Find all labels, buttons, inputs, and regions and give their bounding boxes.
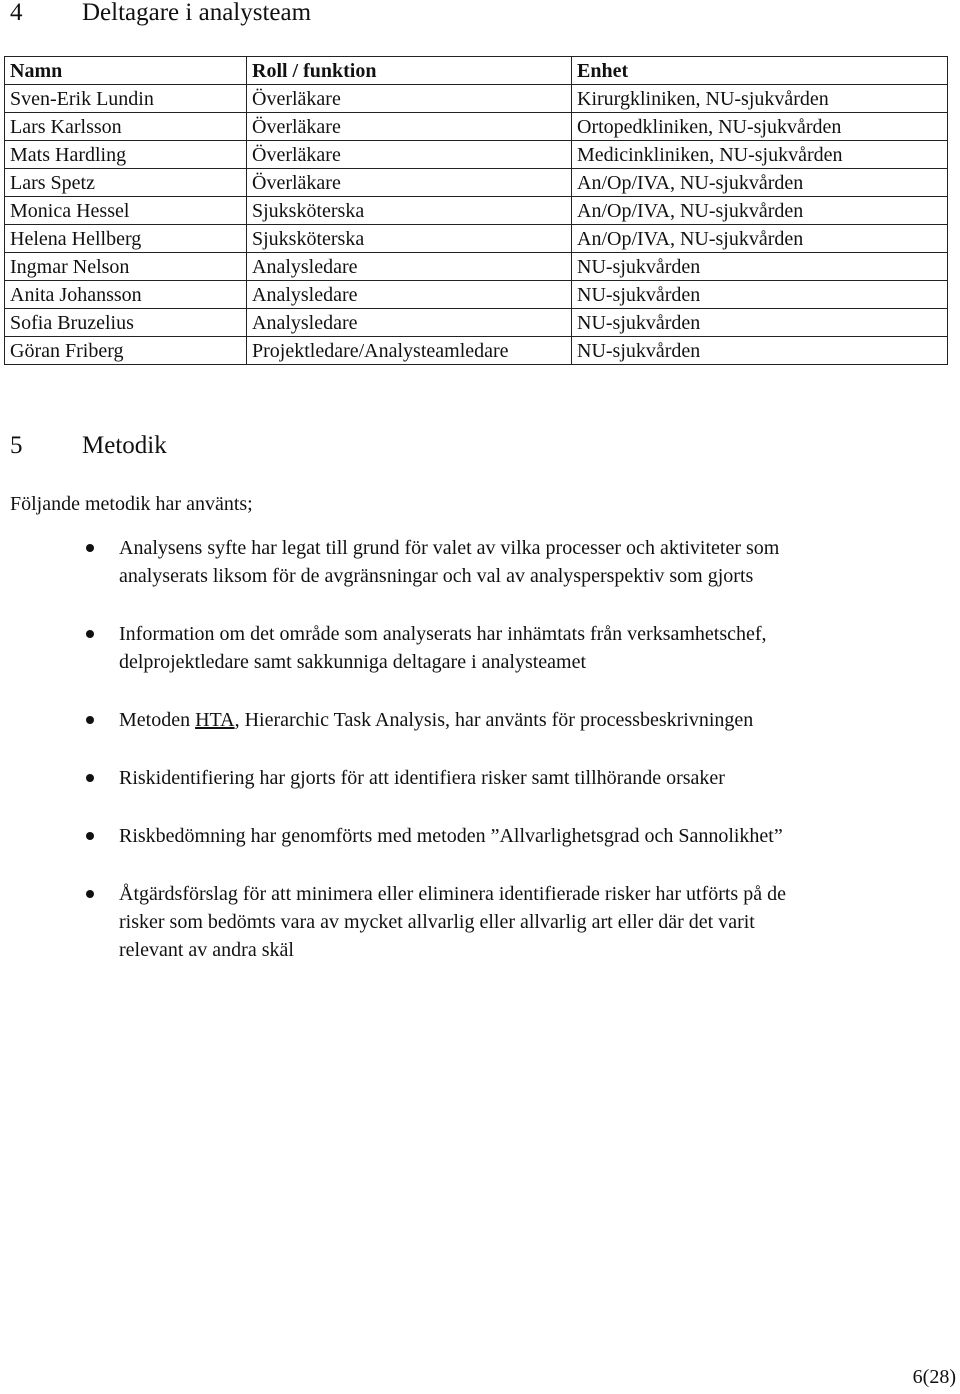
list-item-line [119, 706, 940, 734]
list-item-suffix: , Hierarchic Task Analysis, har använts för processbeskrivningen [234, 709, 754, 731]
cell-name: Helena Hellberg [5, 225, 247, 253]
cell-unit: NU-sjukvården [572, 253, 948, 281]
section-4-heading [10, 0, 311, 28]
section-5-number: 5 [10, 432, 23, 459]
table-row [5, 169, 948, 197]
bullet-icon [86, 544, 94, 552]
method-intro: Följande metodik har använts; [10, 493, 253, 515]
table-row [5, 113, 948, 141]
list-item-line: Analysens syfte har legat till grund för valet av vilka processer och aktiviteter som [119, 537, 780, 559]
cell-name: Lars Spetz [5, 169, 247, 197]
bullet-icon [86, 774, 94, 782]
cell-role: Sjuksköterska [247, 197, 572, 225]
list-item [0, 764, 940, 792]
list-item-line: Riskbedömning har genomförts med metoden ”Allvarlighetsgrad och Sannolikhet” [119, 825, 783, 847]
cell-name: Ingmar Nelson [5, 253, 247, 281]
list-item [0, 620, 940, 676]
list-item-line: delprojektledare samt sakkunniga deltagare i analysteamet [119, 651, 587, 673]
table-row [5, 225, 948, 253]
bullet-icon [86, 716, 94, 724]
list-item-prefix: Metoden [119, 709, 196, 731]
cell-unit: An/Op/IVA, NU-sjukvården [572, 169, 948, 197]
cell-name: Sven-Erik Lundin [5, 85, 247, 113]
cell-unit: NU-sjukvården [572, 281, 948, 309]
cell-unit: An/Op/IVA, NU-sjukvården [572, 197, 948, 225]
table-row [5, 309, 948, 337]
list-item [0, 822, 940, 850]
cell-role: Analysledare [247, 309, 572, 337]
table-header-row [5, 57, 948, 85]
method-list [0, 534, 940, 994]
section-4-number: 4 [10, 0, 23, 26]
page-number: 6(28) [912, 1366, 956, 1388]
bullet-icon [86, 890, 94, 898]
header-name: Namn [5, 57, 247, 85]
list-item-line: Information om det område som analyserats har inhämtats från verksamhetschef, [119, 623, 767, 645]
cell-role: Överläkare [247, 113, 572, 141]
cell-unit: Kirurgkliniken, NU-sjukvården [572, 85, 948, 113]
cell-role: Överläkare [247, 141, 572, 169]
cell-name: Sofia Bruzelius [5, 309, 247, 337]
cell-name: Mats Hardling [5, 141, 247, 169]
cell-unit: NU-sjukvården [572, 337, 948, 365]
header-unit: Enhet [572, 57, 948, 85]
cell-name: Göran Friberg [5, 337, 247, 365]
cell-unit: Medicinkliniken, NU-sjukvården [572, 141, 948, 169]
list-item [0, 534, 940, 590]
table-row [5, 281, 948, 309]
section-5-title: Metodik [82, 432, 167, 459]
cell-role: Överläkare [247, 85, 572, 113]
hta-term: HTA [195, 709, 235, 731]
cell-role: Analysledare [247, 253, 572, 281]
list-item-line: risker som bedömts vara av mycket allvarlig eller allvarlig art eller där det varit [119, 911, 755, 933]
list-item [0, 706, 940, 734]
section-5-heading [10, 431, 167, 461]
table-row [5, 337, 948, 365]
list-item-line: Åtgärdsförslag för att minimera eller eliminera identifierade risker har utförts på de [119, 883, 786, 905]
bullet-icon [86, 832, 94, 840]
section-4-title: Deltagare i analysteam [82, 0, 312, 26]
list-item-line: analyserats liksom för de avgränsningar och val av analysperspektiv som gjorts [119, 565, 754, 587]
table-row [5, 85, 948, 113]
cell-name: Lars Karlsson [5, 113, 247, 141]
cell-name: Monica Hessel [5, 197, 247, 225]
table-row [5, 253, 948, 281]
bullet-icon [86, 630, 94, 638]
cell-role: Överläkare [247, 169, 572, 197]
cell-role: Projektledare/Analysteamledare [247, 337, 572, 365]
participants-table [4, 56, 948, 365]
cell-unit: Ortopedkliniken, NU-sjukvården [572, 113, 948, 141]
list-item-line: Riskidentifiering har gjorts för att identifiera risker samt tillhörande orsaker [119, 767, 725, 789]
cell-unit: An/Op/IVA, NU-sjukvården [572, 225, 948, 253]
table-row [5, 197, 948, 225]
header-role: Roll / funktion [247, 57, 572, 85]
cell-unit: NU-sjukvården [572, 309, 948, 337]
table-row [5, 141, 948, 169]
cell-role: Sjuksköterska [247, 225, 572, 253]
cell-role: Analysledare [247, 281, 572, 309]
cell-name: Anita Johansson [5, 281, 247, 309]
list-item-line: relevant av andra skäl [119, 939, 294, 961]
list-item [0, 880, 940, 964]
